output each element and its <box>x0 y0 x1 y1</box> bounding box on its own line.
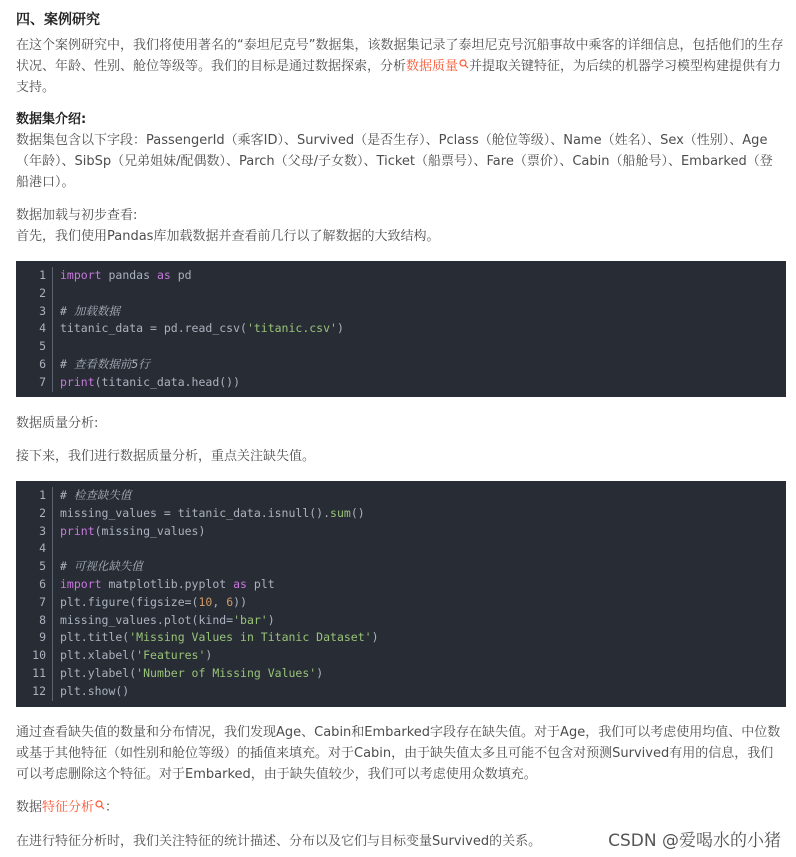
dataset-heading: 数据集介绍: <box>16 112 87 127</box>
load-heading: 数据加载与初步查看: <box>16 208 138 223</box>
section-title: 四、案例研究 <box>16 12 100 28</box>
feature-description: 在进行特征分析时，我们关注特征的统计描述、分布以及它们与目标变量Survived的关系。 <box>16 834 542 849</box>
code-block-load[interactable]: 1 import pandas as pd 2 3 # 加载数据 4 titanic_data = pd.read_csv('titanic.csv') 5 6 # 查看数据前5行 7 print(titanic_data.head()) <box>16 261 786 397</box>
intro-text: 在这个案例研究中，我们将使用著名的“泰坦尼克号”数据集，该数据集记录了泰坦尼克号沉船事故中乘客的详细信息，包括他们的生存状况、年龄、性别、舱位等级等。我们的目标是通过数据探索，分析 <box>16 38 784 74</box>
feature-analysis-link[interactable]: 特征分析 <box>42 800 105 815</box>
csdn-watermark: CSDN @爱喝水的小猪 <box>608 831 781 851</box>
intro-text-2: 并提取关键特征，为后续的机器学习模型构建提供有力支持。 <box>16 59 782 95</box>
intro-paragraph <box>16 35 784 98</box>
code-block-quality[interactable]: 1 # 检查缺失值 2 missing_values = titanic_data.isnull().sum() 3 print(missing_values) 4 5 # 可视化缺失值 6 import matplotlib.pyplot as plt 7 plt.figure(figsize=(10, 6)) 8 missing_values.plot(kind='bar') 9 plt.title('Missing Values in Titanic Dataset') 10 plt.xlabel('Features') 11 plt.ylabel('Number of Missing Values') 12 plt.show() <box>16 481 786 707</box>
load-description: 首先，我们使用Pandas库加载数据并查看前几行以了解数据的大致结构。 <box>16 229 440 244</box>
analysis-paragraph: 通过查看缺失值的数量和分布情况，我们发现Age、Cabin和Embarked字段存在缺失值。对于Age，我们可以考虑使用均值、中位数或基于其他特征（如性别和舱位等级）的插值来填充。对于Cabin，由于缺失值太多且可能不包含对预测Survived有用的信息，我们可以考虑删除这个特征。对于Embarked，由于缺失值较少，我们可以考虑使用众数填充。 <box>16 725 781 782</box>
quality-heading: 数据质量分析: <box>16 416 99 431</box>
search-icon <box>95 800 105 810</box>
search-icon <box>459 59 469 69</box>
data-quality-link[interactable]: 数据质量 <box>406 59 469 74</box>
feature-heading: 数据特征分析 ： <box>16 800 119 815</box>
dataset-description: 数据集包含以下字段：PassengerId（乘客ID）、Survived（是否生存）、Pclass（舱位等级）、Name（姓名）、Sex（性别）、Age（年龄）、SibSp（兄弟姐妹/配偶数）、Parch（父母/子女数）、Ticket（船票号）、Fare（票价）、Cabin（船舱号）、Embarked（登船港口）。 <box>16 133 773 190</box>
quality-description: 接下来，我们进行数据质量分析，重点关注缺失值。 <box>16 449 316 464</box>
